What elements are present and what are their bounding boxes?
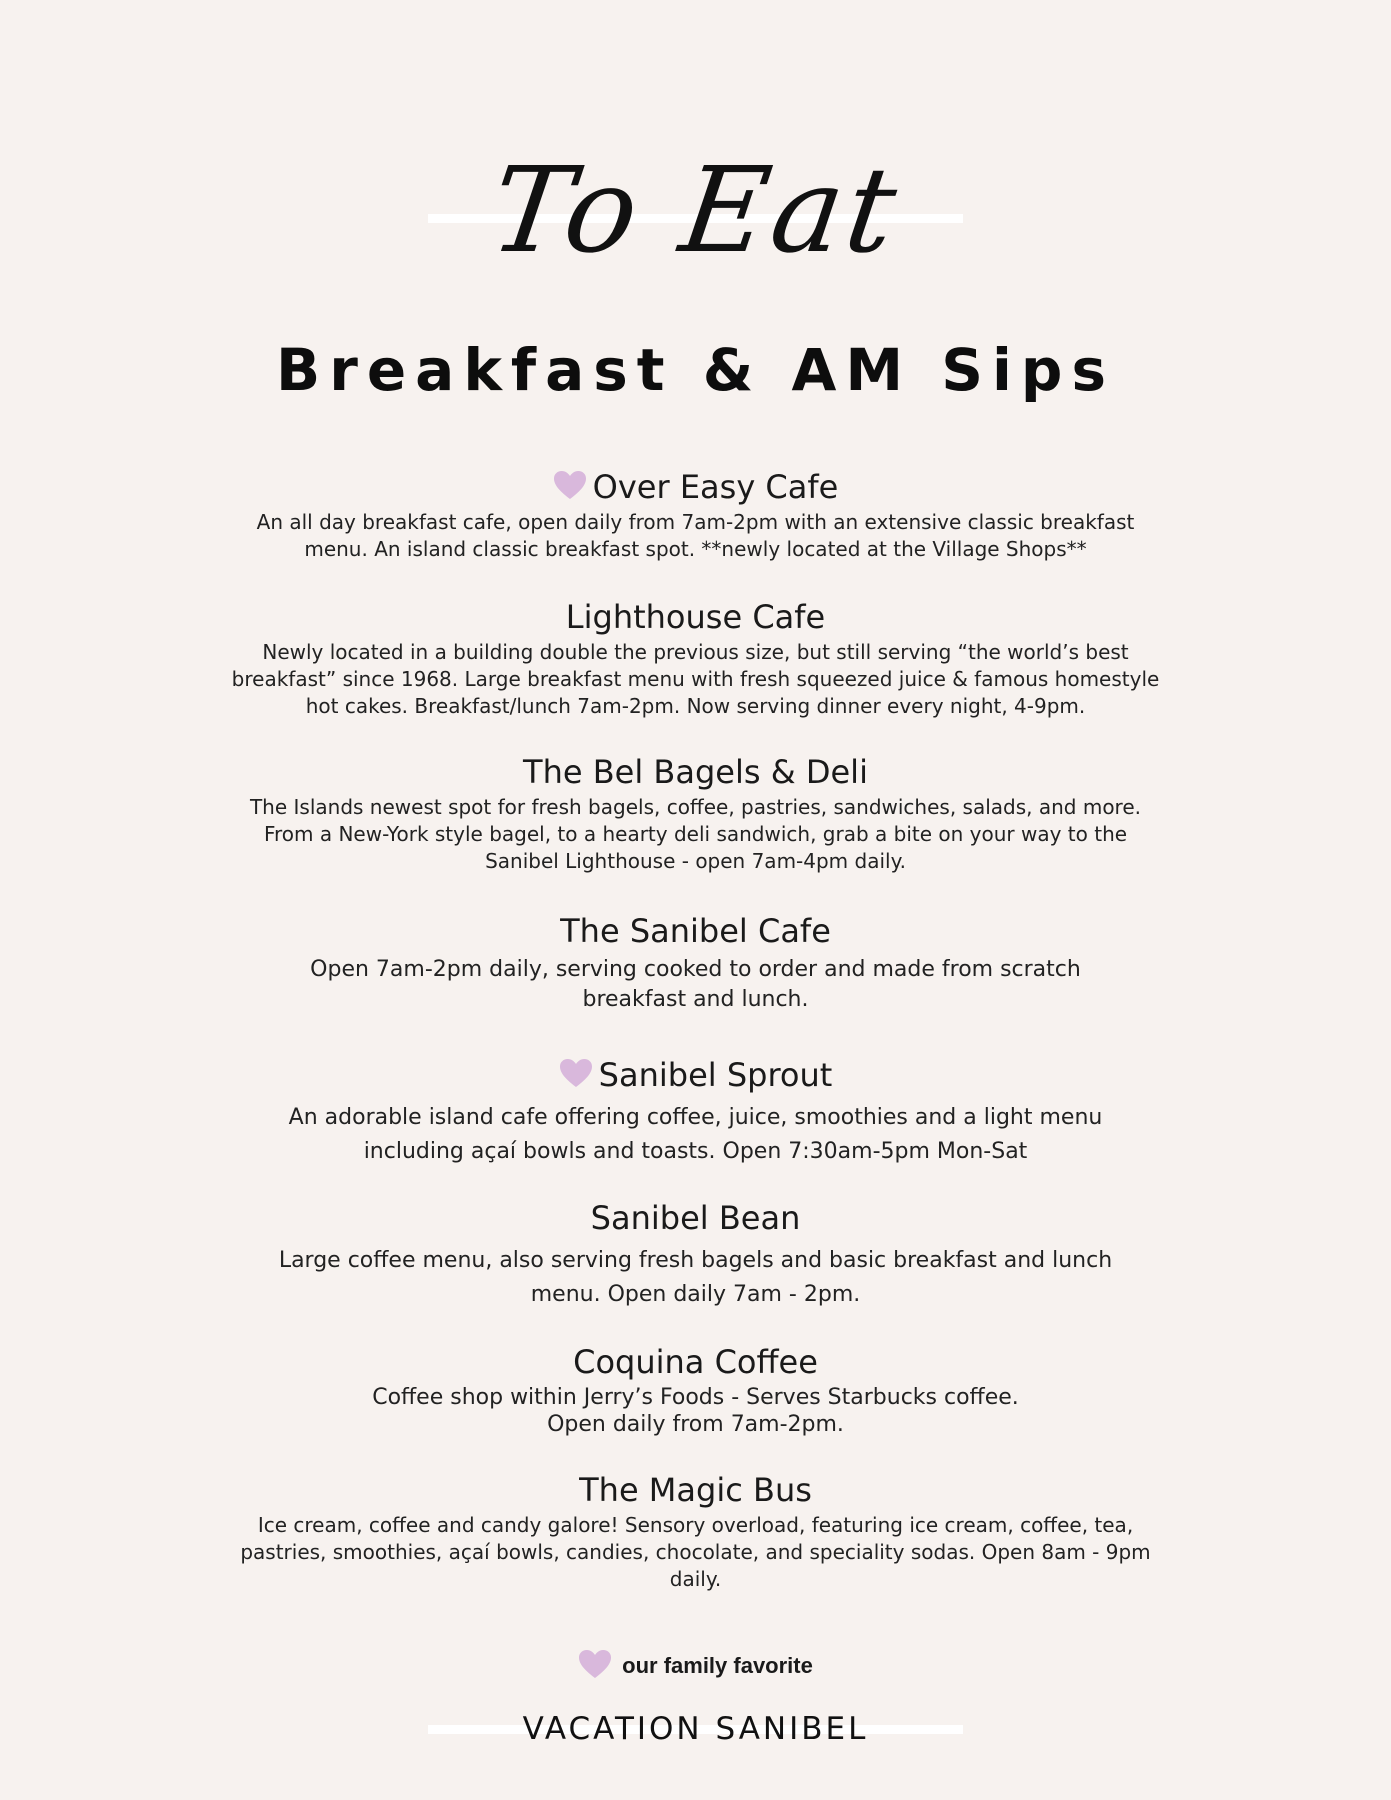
section-heading: Breakfast & AM Sips — [276, 336, 1115, 404]
entry-name: Sanibel Bean — [590, 1199, 801, 1237]
favorite-legend — [0, 1646, 1391, 1686]
entry-name: The Magic Bus — [579, 1471, 812, 1509]
entry-description: Ice cream, coffee and candy galore! Sensory overload, featuring ice cream, coffee, tea, pastries, smoothies, açaí bowls, candies, chocolate, and speciality sodas. Open 8am - 9pm daily. — [240, 1513, 1151, 1591]
footer — [0, 1705, 1391, 1755]
list-item — [230, 1198, 1161, 1312]
entry-name: Coquina Coffee — [573, 1343, 818, 1381]
entry-name: Sanibel Sprout — [598, 1056, 833, 1094]
entry-name: The Sanibel Cafe — [560, 912, 831, 950]
list-item — [230, 1055, 1161, 1169]
entry-description: Large coffee menu, also serving fresh bagels and basic breakfast and lunch menu. Open daily 7am - 2pm. — [278, 1248, 1113, 1307]
heart-icon — [578, 1649, 612, 1679]
list-item — [230, 752, 1161, 875]
page-title: To Eat — [482, 141, 909, 279]
footer-brand: VACATION SANIBEL — [522, 1711, 869, 1747]
entry-description: Open 7am-2pm daily, serving cooked to order and made from scratch breakfast and lunch. — [310, 957, 1081, 1012]
entry-description: An all day breakfast cafe, open daily from 7am-2pm with an extensive classic breakfast menu. An island classic breakfast spot. **newly located at the Village Shops** — [256, 510, 1135, 561]
title-block — [0, 140, 1391, 290]
entry-description: An adorable island cafe offering coffee, juice, smoothies and a light menu including açaí bowls and toasts. Open 7:30am-5pm Mon-Sat — [288, 1105, 1103, 1164]
entry-name: The Bel Bagels & Deli — [523, 753, 868, 791]
list-item — [230, 467, 1161, 563]
entry-description: Coffee shop within Jerry’s Foods - Serves Starbucks coffee. Open daily from 7am-2pm. — [372, 1385, 1019, 1437]
entry-description: The Islands newest spot for fresh bagels, coffee, pastries, sandwiches, salads, and more. From a New-York style bagel, to a hearty deli sandwich, grab a bite on your way to the Sanibel Lighthouse - open 7am-4pm daily. — [249, 795, 1142, 873]
heart-icon — [559, 1058, 593, 1088]
list-item — [230, 1470, 1161, 1593]
legend-label: our family favorite — [622, 1653, 813, 1678]
list-item — [230, 911, 1161, 1015]
list-item — [230, 1342, 1161, 1438]
list-item — [230, 597, 1161, 720]
entry-name: Lighthouse Cafe — [565, 598, 826, 636]
entry-description: Newly located in a building double the previous size, but still serving “the world’s best breakfast” since 1968. Large breakfast menu with fresh squeezed juice & famous homestyle hot cakes. Breakfast/lunch 7am-2pm. Now serving dinner every night, 4-9pm. — [231, 640, 1160, 718]
heart-icon — [553, 470, 587, 500]
entry-name: Over Easy Cafe — [592, 468, 839, 506]
